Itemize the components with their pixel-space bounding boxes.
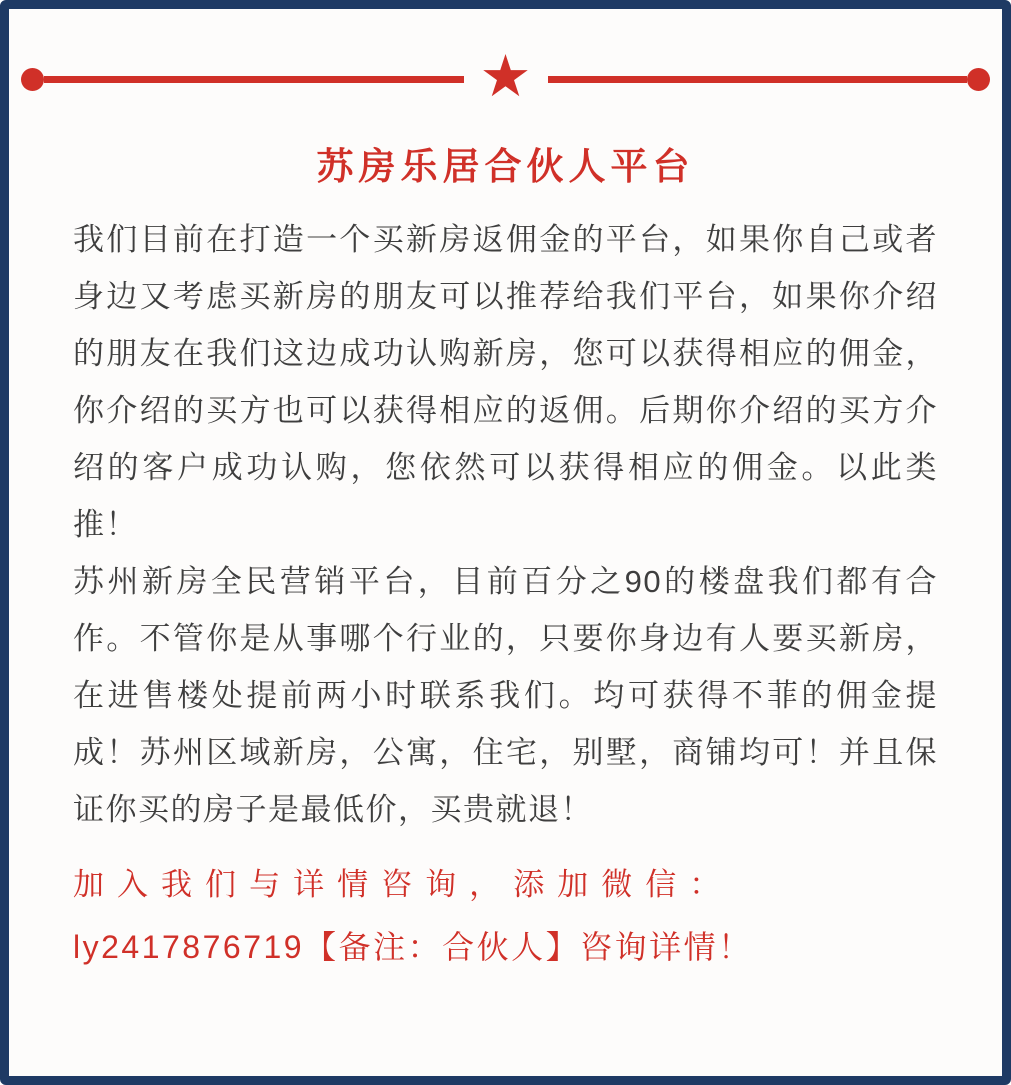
body-text	[9, 211, 1002, 838]
body-paragraph-1: 我们目前在打造一个买新房返佣金的平台，如果你自己或者身边又考虑买新房的朋友可以推荐给我们平台，如果你介绍的朋友在我们这边成功认购新房，您可以获得相应的佣金，你介绍的买方也可以获得相应的返佣。后期你介绍的买方介绍的客户成功认购，您依然可以获得相应的佣金。以此类推！	[73, 222, 938, 542]
right-dot-icon	[967, 68, 990, 91]
star-icon: ★	[479, 44, 532, 109]
body-paragraph-2: 苏州新房全民营销平台，目前百分之90的楼盘我们都有合作。不管你是从事哪个行业的，只要你身边有人要买新房，在进售楼处提前两小时联系我们。均可获得不菲的佣金提成！苏州区域新房，公寓，住宅，别墅，商铺均可！并且保证你买的房子是最低价，买贵就退！	[73, 564, 938, 827]
header-decoration	[9, 44, 1002, 111]
contact-cta-line: 加入我们与详情咨询，添加微信：	[73, 867, 734, 902]
left-dot-icon	[21, 68, 44, 91]
contact-section	[9, 854, 1002, 978]
wechat-id-line: ly2417876719【备注：合伙人】咨询详情！	[73, 929, 753, 965]
page-title: 苏房乐居合伙人平台	[316, 146, 695, 187]
left-rule-divider	[44, 76, 464, 83]
right-rule-divider	[548, 76, 968, 83]
